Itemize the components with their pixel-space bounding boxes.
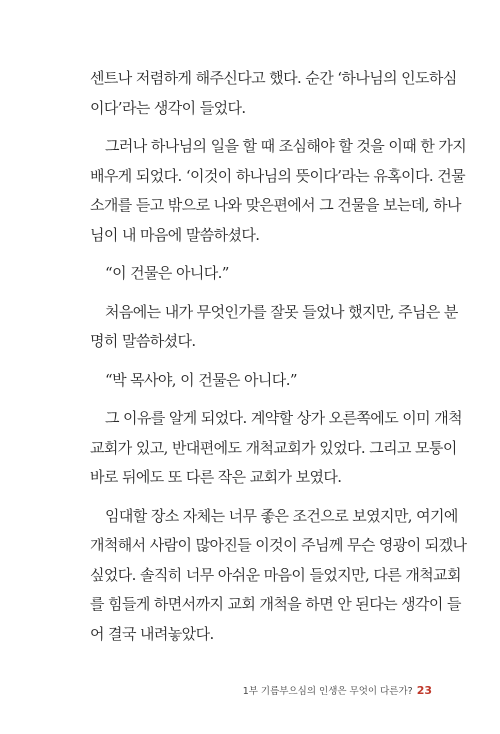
page-number: 23 [416, 684, 432, 697]
text-line: “이 건물은 아니다.” [105, 264, 229, 282]
text-line: 임대할 장소 자체는 너무 좋은 조건으로 보였지만, 여기에 [105, 506, 458, 525]
text-line: 바로 뒤에도 또 다른 작은 교회가 보였다. [90, 468, 342, 486]
page-footer [243, 683, 432, 697]
text-line: 배우게 되었다. ‘이것이 하나님의 뜻이다’라는 유혹이다. 건물 [90, 166, 466, 185]
page-body [90, 64, 467, 649]
text-line: 그 이유를 알게 되었다. 계약할 상가 오른쪽에도 이미 개척 [105, 409, 462, 427]
text-line: 개척해서 사람이 많아진들 이것이 주님께 무슨 영광이 되겠나 [90, 536, 467, 554]
running-header-chapter: 1부 기름부으심의 인생은 무엇이 다른가? [242, 686, 413, 697]
text-line: 이다’라는 생각이 들었다. [90, 98, 246, 117]
text-line: 처음에는 내가 무엇인가를 잘못 들었나 했지만, 주님은 분 [105, 302, 458, 321]
text-line: 그러나 하나님의 일을 할 때 조심해야 할 것을 이때 한 가지 [105, 137, 467, 155]
text-line: 를 힘들게 하면서까지 교회 개척을 하면 안 된다는 생각이 들 [90, 595, 461, 613]
text-line: 싶었다. 솔직히 너무 아쉬운 마음이 들었지만, 다른 개척교회 [90, 565, 461, 584]
text-line: 소개를 듣고 밖으로 나와 맞은편에서 그 건물을 보는데, 하나 [90, 196, 461, 214]
text-line: 어 결국 내려놓았다. [90, 624, 214, 643]
text-line: “박 목사야, 이 건물은 아니다.” [105, 370, 297, 389]
text-line: 센트나 저렴하게 해주신다고 했다. 순간 ‘하나님의 인도하심 [90, 69, 457, 87]
text-line: 님이 내 마음에 말씀하셨다. [90, 225, 260, 244]
text-line: 명히 말씀하셨다. [90, 332, 196, 350]
text-line: 교회가 있고, 반대편에도 개척교회가 있었다. 그리고 모퉁이 [90, 438, 457, 457]
